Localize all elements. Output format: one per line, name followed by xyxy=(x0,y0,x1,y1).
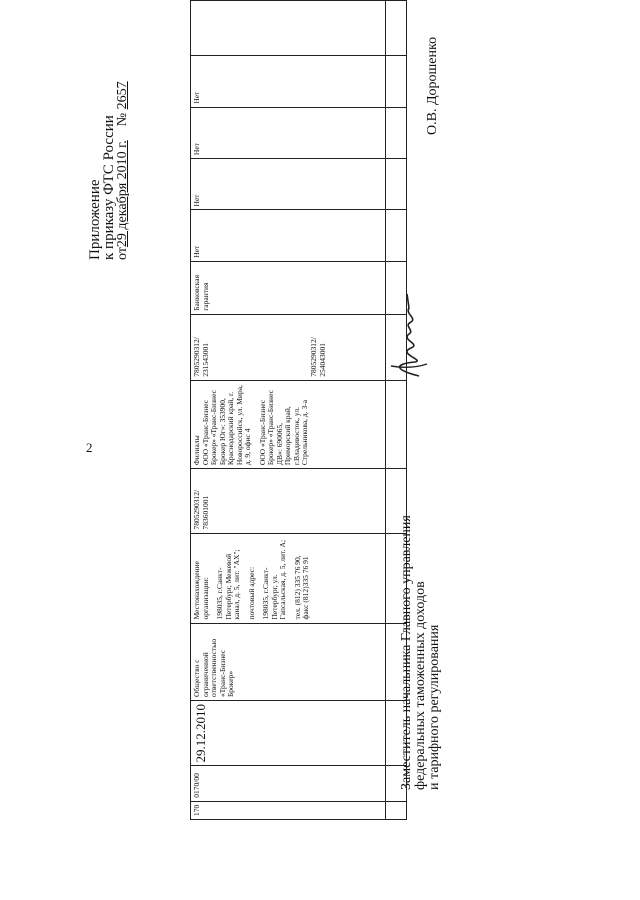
date-prefix: от xyxy=(115,247,130,260)
signer-name: О.В. Дорошенко xyxy=(425,36,440,135)
postal-address: 198035, г.Санкт-Петербург, ул. Гапсальская, д. 5, лит. А; xyxy=(261,539,287,620)
cell-no-4: Нет xyxy=(191,56,386,107)
signer-title-line-3: и тарифного регулирования xyxy=(427,624,442,790)
cell-empty xyxy=(191,1,386,56)
signer-title-line-2: федеральных таможенных доходов xyxy=(413,581,428,790)
order-header xyxy=(88,10,130,260)
cell-date: 29.12.2010 xyxy=(191,701,386,767)
cell-branch-inn xyxy=(191,314,386,380)
branch-far-east: ООО «Транс-Бизнес Брокер» «Транс-Бизнес ДВ»: 690065, Приморский край, г.Владивосток, ул. Стрельникова, д. 3-а xyxy=(257,390,309,466)
branch-south: ООО «Транс-Бизнес Брокер» «Транс-Бизнес Брокер Юг»: 353900, Краснодарский край, г. Новороссийск, ул. Мира, д. 9, офис 4 xyxy=(200,385,252,466)
table-row xyxy=(191,1,386,820)
postal-label: почтовый адрес: xyxy=(246,566,256,620)
fax: факс (812)335 76 91 xyxy=(301,556,310,620)
date-day: 29 xyxy=(115,233,130,248)
signer-title xyxy=(400,470,442,790)
cell-no-3: Нет xyxy=(191,107,386,158)
cell-no-2: Нет xyxy=(191,159,386,210)
order-reference: к приказу ФТС России xyxy=(101,115,117,260)
number-prefix: № xyxy=(115,112,130,127)
date-month-year: декабря 2010 г. xyxy=(115,140,130,234)
branches-label: Филиалы xyxy=(192,435,201,466)
registry-table xyxy=(190,0,407,820)
cell-organization: Общество с ограниченной ответственностью «Транс-Бизнес Брокер» xyxy=(191,623,386,700)
handwritten-signature xyxy=(385,290,431,380)
signer-title-line-1: Заместитель начальника Главного управления xyxy=(399,515,414,790)
page-number: 2 xyxy=(86,440,93,455)
order-date-line xyxy=(116,10,130,260)
cell-code: 0170/00 xyxy=(191,766,386,801)
order-number: 2657 xyxy=(115,81,130,110)
phone: тел. (812) 335 76 90, xyxy=(292,555,302,620)
cell-no-1: Нет xyxy=(191,210,386,261)
branch-inn-1: 7805290312/ 231543001 xyxy=(192,337,210,377)
cell-location xyxy=(191,533,386,623)
cell-row-no: 170 xyxy=(191,801,386,819)
cell-guarantee: Банковская гарантия xyxy=(191,261,386,314)
legal-address: 198035, г.Санкт-Петербург, Межевой канал, д. 5, лит. "АХ"; xyxy=(215,549,241,620)
appendix-title: Приложение xyxy=(87,179,103,260)
location-label: Местонахождение организации: xyxy=(192,561,210,620)
branch-inn-2: 7805290312/ 254043001 xyxy=(309,337,327,377)
cell-branches xyxy=(191,380,386,468)
cell-inn-kpp: 7805290312/ 783601001 xyxy=(191,469,386,533)
